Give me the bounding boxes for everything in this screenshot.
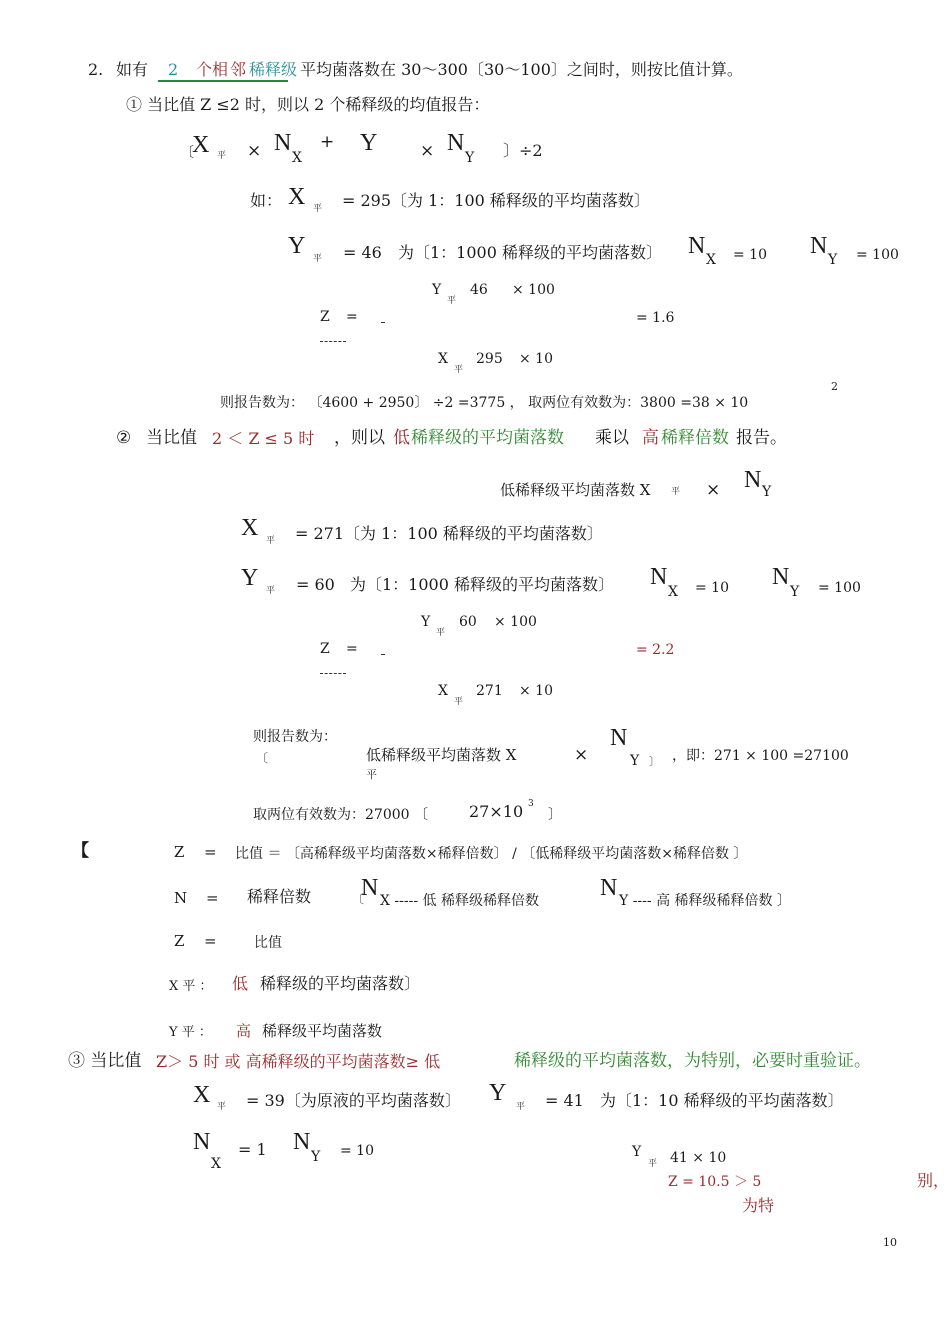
ex3-ny-val: = 10 — [340, 1143, 374, 1159]
case3-circle: ③ 当比值 — [68, 1051, 142, 1071]
frac1-y-mult: × 100 — [512, 282, 555, 298]
frac2-x-ping: 平 — [454, 697, 464, 707]
f-open: 〔 — [180, 145, 194, 161]
case2-cond: 2 ＜ Z ≤ 5 时 — [212, 429, 315, 448]
item-number: 2. — [88, 60, 104, 79]
frac2-tick — [381, 654, 385, 655]
case2-h1: 当比值 — [146, 428, 197, 448]
case2-lowavg-ping: 平 — [671, 487, 681, 497]
ex1-y-desc: 为〔1：1000 稀释级的平均菌落数〕 — [398, 243, 662, 262]
ex3-ny: N — [293, 1129, 311, 1155]
case3-phrase: 稀释级的平均菌落数，为特别，必要时重验证。 — [514, 1051, 871, 1071]
note-yping: Y 平 ： — [169, 1025, 212, 1040]
case2-report-times: × — [574, 745, 589, 765]
ex3-y-desc: 为〔1：10 稀释级的平均菌落数〕 — [600, 1091, 844, 1110]
ex1-ny-val: = 100 — [856, 247, 899, 263]
ex1-nx: N — [688, 233, 706, 259]
f-n2: N — [447, 130, 465, 156]
f-y: Y — [360, 130, 378, 156]
ex1-y: Y — [288, 233, 306, 259]
frac3-result: Z = 10.5 ＞ 5 — [668, 1174, 762, 1190]
ex2-y-eq: = 60 — [296, 575, 335, 594]
case1-exp: 2 — [831, 380, 838, 393]
frac3-y-ping: 平 — [648, 1159, 658, 1169]
item2-adjacent-b: 邻 — [230, 60, 247, 79]
frac1-y-ping: 平 — [447, 296, 457, 306]
ex1-x-eq: = 295〔为 1：100 稀释级的平均菌落数〕 — [342, 191, 650, 210]
ex2-y-ping: 平 — [266, 586, 276, 596]
case2-sci-close: 〕 — [548, 807, 562, 823]
frac2-y: Y — [421, 614, 431, 630]
frac2-y-mult: × 100 — [494, 614, 537, 630]
note-nx-desc: X ----- 低 稀释级稀释倍数 — [380, 893, 539, 909]
note-ny: N — [600, 875, 618, 901]
case2-high: 高 — [642, 428, 659, 448]
item2-dilution: 稀释级 — [249, 60, 298, 79]
item2-two: 2 — [168, 60, 179, 79]
f-n1: N — [274, 130, 292, 156]
case2-report-label: 则报告数为： — [253, 729, 337, 745]
f-plus: + — [320, 132, 335, 152]
frac2-eq: = — [346, 641, 358, 657]
note-z-eq: = — [204, 843, 217, 861]
note-nx: N — [361, 875, 379, 901]
case2-report-ping: 平 — [366, 768, 377, 781]
note-y-def: 稀释级平均菌落数 — [262, 1022, 383, 1040]
case2-report-close: 〕 — [649, 755, 660, 768]
f-close: 〕÷2 — [503, 141, 543, 160]
f-x-ping: 平 — [217, 151, 227, 161]
frac1-result: = 1.6 — [636, 310, 675, 326]
case2-ny-sub: Y — [762, 484, 772, 500]
note-bracket: 【 — [72, 841, 89, 861]
ex1-ny: N — [810, 233, 828, 259]
case2-report-lowavg: 低稀释级平均菌落数 X — [366, 746, 517, 764]
case2-phrase: 稀释级的平均菌落数 — [411, 428, 564, 448]
case2-lowavg: 低稀释级平均菌落数 X — [500, 481, 651, 499]
frac1-y-val: 46 — [470, 282, 488, 298]
frac2-result: = 2.2 — [636, 642, 675, 658]
ex2-ny-val: = 100 — [818, 580, 861, 596]
ex3-nx-sub: X — [211, 1156, 221, 1172]
frac3-y: Y — [632, 1144, 642, 1160]
f-x: X — [192, 132, 210, 158]
frac1-x-ping: 平 — [454, 365, 464, 375]
case2-report-ji: ，即：271 × 100 =27100 — [672, 748, 849, 764]
frac1-x-mult: × 10 — [519, 351, 553, 367]
ex2-x-ping: 平 — [266, 536, 276, 546]
f-times-1: × — [247, 141, 262, 161]
frac1-x: X — [438, 351, 448, 367]
ex1-nx-val: = 10 — [733, 247, 767, 263]
item2-rest: 平均菌落数在 30～300〔30～100〕之间时，则按比值计算。 — [300, 60, 743, 79]
note-ny-desc: Y ---- 高 稀释级稀释倍数 〕 — [619, 893, 791, 909]
case2-report-n: N — [610, 725, 628, 751]
ru-label: 如： — [250, 191, 283, 210]
frac1-y: Y — [432, 282, 442, 298]
frac1-z: Z — [320, 309, 330, 325]
ex1-nx-sub: X — [706, 252, 716, 268]
ex1-x-ping: 平 — [313, 204, 323, 214]
case2-mult: 乘以 — [595, 428, 629, 448]
note-x-low: 低 — [232, 974, 249, 993]
ex2-nx-sub: X — [668, 584, 678, 600]
case2-ny: N — [744, 467, 762, 493]
note-z2-def: 比值 — [254, 935, 282, 951]
ex3-x-eq: = 39〔为原液的平均菌落数〕 — [246, 1091, 461, 1110]
ex2-x: X — [241, 515, 259, 541]
case3-weite: 为特 — [742, 1196, 775, 1215]
case2-two-sig: 取两位有效数为：27000 〔 — [253, 807, 428, 823]
note-n-open: 〔 — [352, 892, 365, 906]
ex2-y-desc: 为〔1：1000 稀释级的平均菌落数〕 — [350, 575, 614, 594]
case2-rep: 报告。 — [736, 428, 787, 448]
note-z: Z — [174, 843, 185, 861]
case2-h2: ，则以 — [334, 428, 385, 448]
case2-sci: 27×10 — [469, 802, 524, 821]
frac2-dash — [320, 673, 346, 674]
item2-pre: 如有 — [116, 60, 149, 79]
note-z2-eq: = — [204, 932, 217, 950]
ex2-nx: N — [650, 564, 668, 590]
frac1-x-val: 295 — [476, 351, 503, 367]
frac2-x-mult: × 10 — [519, 683, 553, 699]
ex1-ny-sub: Y — [828, 252, 838, 268]
note-n-def: 稀释倍数 — [247, 887, 312, 906]
case1-heading: ① 当比值 Z ≤2 时，则以 2 个稀释级的均值报告： — [126, 95, 490, 114]
case2-phrase2: 稀释倍数 — [661, 428, 729, 448]
case3-bie: 别， — [917, 1171, 950, 1190]
ex3-nx: N — [193, 1129, 211, 1155]
case2-sci-exp: 3 — [528, 799, 534, 809]
ex3-x: X — [193, 1082, 211, 1108]
ex2-x-eq: = 271〔为 1：100 稀释级的平均菌落数〕 — [295, 524, 603, 543]
ex3-y-ping: 平 — [516, 1102, 526, 1112]
case2-report-n-sub: Y — [630, 753, 640, 769]
frac2-y-val: 60 — [459, 614, 477, 630]
case2-times: × — [706, 480, 721, 500]
case1-report: 则报告数为： 〔4600 + 2950〕 ÷2 =3775 ， 取两位有效数为：3800 =38 × 10 — [220, 395, 749, 411]
f-times-2: × — [420, 141, 435, 161]
ex3-nx-val: = 1 — [238, 1140, 267, 1159]
case3-cond: Z＞ 5 时 或 高稀释级的平均菌落数≥ 低 — [156, 1052, 441, 1071]
f-sub-y: Y — [465, 150, 475, 166]
case2-circle: ② — [116, 428, 132, 448]
note-y-high: 高 — [236, 1022, 252, 1040]
case2-report-paren: 〔 — [256, 751, 269, 765]
page-number: 10 — [883, 1236, 897, 1249]
green-underline — [158, 80, 288, 82]
frac2-z: Z — [320, 641, 330, 657]
ex2-ny-sub: Y — [790, 584, 800, 600]
case2-low: 低 — [393, 428, 410, 448]
frac3-y-val: 41 × 10 — [670, 1150, 727, 1166]
note-z-def: 比值 ＝ 〔高稀释级平均菌落数×稀释倍数〕 / 〔低稀释级平均菌落数×稀释倍数 〕 — [235, 846, 748, 862]
f-sub-x: X — [292, 150, 302, 166]
ex1-x: X — [288, 184, 306, 210]
note-xping: X 平 ： — [169, 979, 213, 994]
ex3-y-eq: = 41 — [545, 1091, 584, 1110]
frac1-eq: = — [346, 309, 358, 325]
frac2-x-val: 271 — [476, 683, 503, 699]
note-n-eq: = — [206, 889, 219, 907]
note-z2: Z — [174, 932, 185, 950]
frac2-x: X — [438, 683, 448, 699]
ex1-y-ping: 平 — [313, 254, 323, 264]
ex2-ny: N — [772, 564, 790, 590]
item2-adjacent-a: 个相 — [196, 60, 229, 79]
frac1-dash — [320, 341, 346, 342]
frac1-tick — [381, 322, 385, 323]
ex3-x-ping: 平 — [217, 1102, 227, 1112]
ex2-nx-val: = 10 — [695, 580, 729, 596]
ex2-y: Y — [241, 565, 259, 591]
note-x-def: 稀释级的平均菌落数〕 — [260, 974, 421, 993]
ex3-y: Y — [489, 1080, 507, 1106]
note-n: N — [174, 889, 188, 907]
ex3-ny-sub: Y — [311, 1149, 321, 1165]
ex1-y-eq: = 46 — [343, 243, 382, 262]
frac2-y-ping: 平 — [436, 628, 446, 638]
